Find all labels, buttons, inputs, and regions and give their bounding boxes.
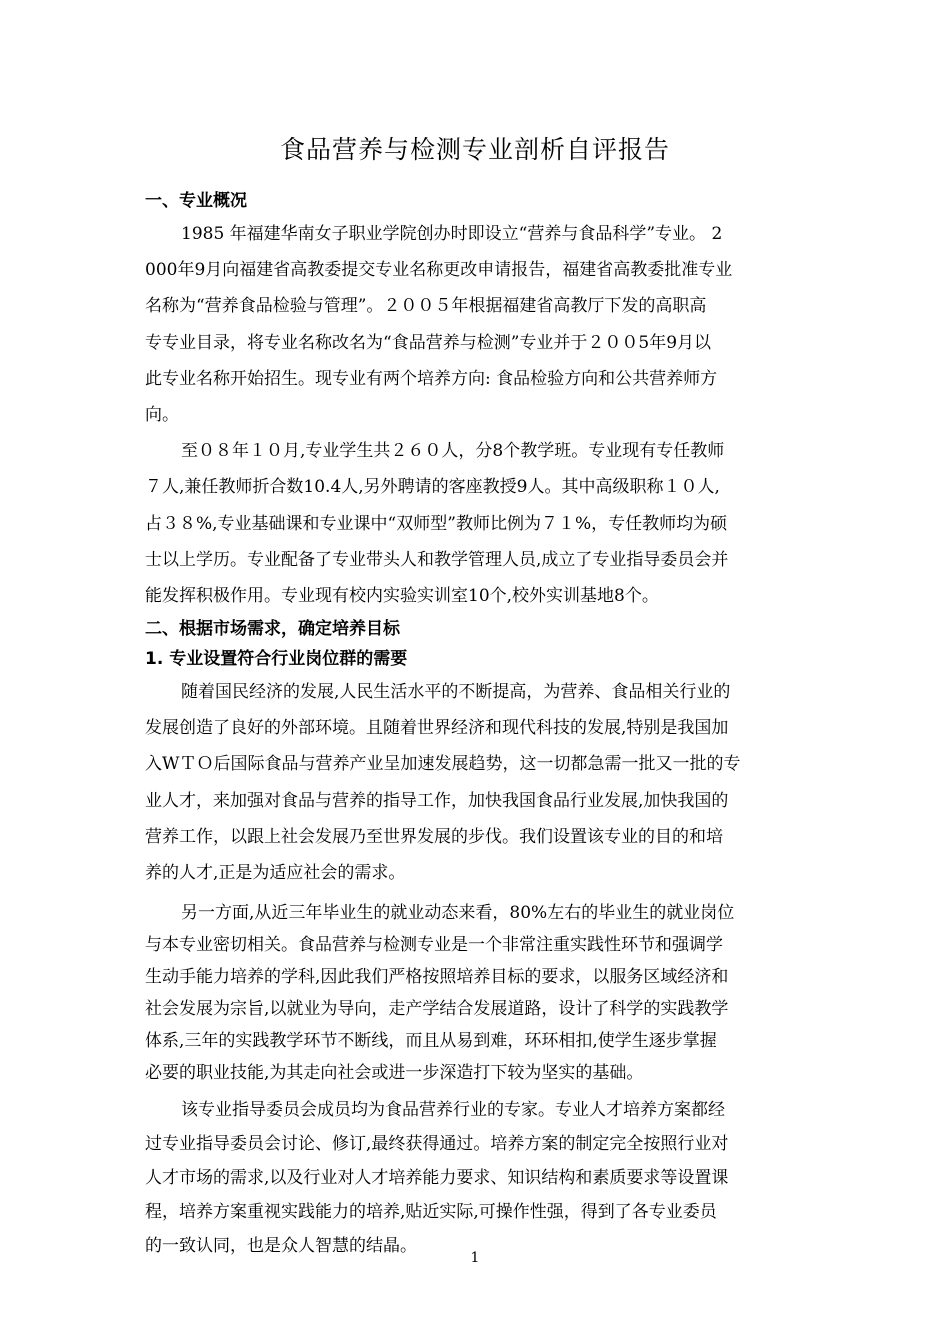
text-line: 向。 bbox=[145, 404, 179, 425]
text-line: 与本专业密切相关。食品营养与检测专业是一个非常注重实践性环节和强调学 bbox=[145, 935, 723, 956]
text-line: 专专业目录，将专业名称改名为“食品营养与检测”专业并于２００5年9月以 bbox=[145, 332, 712, 353]
text-line: 社会发展为宗旨,以就业为导向，走产学结合发展道路，设计了科学的实践教学 bbox=[145, 999, 729, 1020]
paragraph-economic-background bbox=[145, 674, 805, 891]
section-heading-market-demand: 二、根据市场需求，确定培养目标 bbox=[145, 619, 400, 640]
text-line: 此专业名称开始招生。现专业有两个培养方向: 食品检验方向和公共营养师方 bbox=[145, 368, 718, 389]
text-line: 另一方面,从近三年毕业生的就业动态来看，80%左右的毕业生的就业岗位 bbox=[181, 903, 735, 924]
paragraph-staffing bbox=[145, 433, 805, 614]
text-line: 养的人才,正是为适应社会的需求。 bbox=[145, 863, 406, 883]
page-number: 1 bbox=[470, 1250, 480, 1266]
text-line: 名称为“营养食品检验与管理”。２００５年根据福建省高教厅下发的高职高 bbox=[145, 296, 707, 317]
text-line: 必要的职业技能,为其走向社会或进一步深造打下较为坚实的基础。 bbox=[145, 1063, 644, 1084]
text-line: 生动手能力培养的学科,因此我们严格按照培养目标的要求，以服务区域经济和 bbox=[145, 967, 729, 988]
text-line: 占３８%,专业基础课和专业课中“双师型”教师比例为７１%，专任教师均为硕 bbox=[145, 513, 728, 534]
paragraph-employment bbox=[145, 897, 805, 1089]
text-line: 人才市场的需求,以及行业对人才培养能力要求、知识结构和素质要求等设置课 bbox=[145, 1168, 729, 1189]
section-heading-overview: 一、专业概况 bbox=[145, 191, 247, 211]
text-line: 000年9月向福建省高教委提交专业名称更改申请报告，福建省高教委批准专业 bbox=[145, 260, 733, 281]
text-line: 业人才，来加强对食品与营养的指导工作，加快我国食品行业发展,加快我国的 bbox=[145, 790, 729, 811]
subsection-heading-industry-needs: 1. 专业设置符合行业岗位群的需要 bbox=[145, 649, 408, 670]
text-line: 发展创造了良好的外部环境。且随着世界经济和现代科技的发展,特别是我国加 bbox=[145, 718, 729, 739]
text-line: 营养工作，以跟上社会发展乃至世界发展的步伐。我们设置该专业的目的和培 bbox=[145, 826, 723, 847]
text-line: 入WＴＯ后国际食品与营养产业呈加速发展趋势，这一切都急需一批又一批的专 bbox=[145, 754, 741, 775]
text-line: 程，培养方案重视实践能力的培养,贴近实际,可操作性强，得到了各专业委员 bbox=[145, 1202, 717, 1223]
text-line: 随着国民经济的发展,人民生活水平的不断提高，为营养、食品相关行业的 bbox=[181, 682, 731, 703]
paragraph-steering-committee bbox=[145, 1093, 805, 1263]
text-line: 体系,三年的实践教学环节不断线，而且从易到难，环环相扣,使学生逐步掌握 bbox=[145, 1031, 717, 1052]
text-line: 该专业指导委员会成员均为食品营养行业的专家。专业人才培养方案都经 bbox=[181, 1100, 725, 1121]
text-line: 能发挥积极作用。专业现有校内实验实训室10个,校外实训基地8个。 bbox=[145, 585, 659, 606]
text-line: 士以上学历。专业配备了专业带头人和教学管理人员,成立了专业指导委员会并 bbox=[145, 549, 729, 570]
document-title: 食品营养与检测专业剖析自评报告 bbox=[279, 135, 670, 164]
text-line: 至０８年１０月,专业学生共２６０人，分8个教学班。专业现有专任教师 bbox=[181, 441, 725, 462]
document-body bbox=[145, 186, 805, 1263]
paragraph-history bbox=[145, 216, 805, 433]
text-line: ７人,兼任教师折合数10.4人,另外聘请的客座教授9人。其中高级职称１０人, bbox=[145, 477, 720, 498]
text-line: 1985 年福建华南女子职业学院创办时即设立“营养与食品科学”专业。 2 bbox=[181, 224, 723, 244]
text-line: 的一致认同，也是众人智慧的结晶。 bbox=[145, 1236, 417, 1257]
text-line: 过专业指导委员会讨论、修订,最终获得通过。培养方案的制定完全按照行业对 bbox=[145, 1134, 729, 1155]
